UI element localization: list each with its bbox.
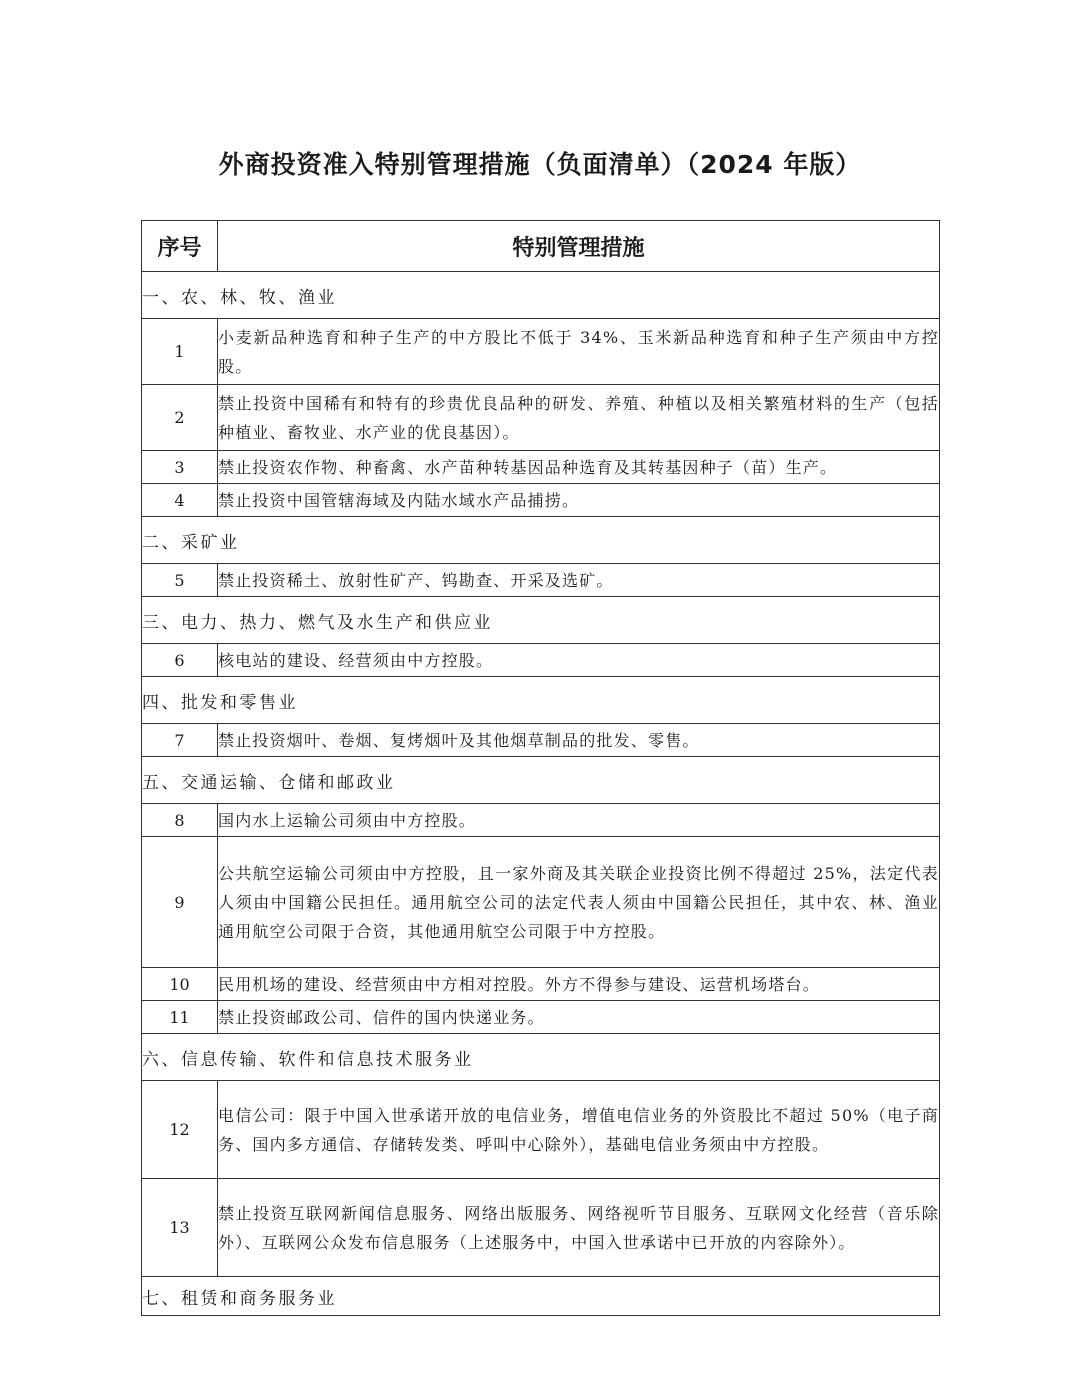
item-number: 1 xyxy=(142,319,218,385)
item-measure-text: 禁止投资农作物、种畜禽、水产苗种转基因品种选育及其转基因种子（苗）生产。 xyxy=(218,451,940,484)
section-row xyxy=(142,1034,940,1081)
item-measure-text: 禁止投资邮政公司、信件的国内快递业务。 xyxy=(218,1001,940,1034)
table-header-row xyxy=(142,221,940,272)
table-row xyxy=(142,1001,940,1034)
item-number: 7 xyxy=(142,724,218,757)
section-label: 一、农、林、牧、渔业 xyxy=(142,272,940,319)
header-measure: 特别管理措施 xyxy=(218,221,940,272)
item-number: 12 xyxy=(142,1081,218,1179)
item-number: 13 xyxy=(142,1179,218,1277)
section-row xyxy=(142,597,940,644)
item-measure-text: 国内水上运输公司须由中方控股。 xyxy=(218,804,940,837)
section-label: 六、信息传输、软件和信息技术服务业 xyxy=(142,1034,940,1081)
item-number: 8 xyxy=(142,804,218,837)
header-num: 序号 xyxy=(142,221,218,272)
table-row xyxy=(142,837,940,968)
table-row xyxy=(142,724,940,757)
item-number: 11 xyxy=(142,1001,218,1034)
item-measure-text: 禁止投资烟叶、卷烟、复烤烟叶及其他烟草制品的批发、零售。 xyxy=(218,724,940,757)
item-measure-text: 禁止投资稀土、放射性矿产、钨勘查、开采及选矿。 xyxy=(218,564,940,597)
item-number: 10 xyxy=(142,968,218,1001)
item-measure-text: 电信公司：限于中国入世承诺开放的电信业务，增值电信业务的外资股比不超过 50%（电子商务、国内多方通信、存储转发类、呼叫中心除外），基础电信业务须由中方控股。 xyxy=(218,1081,940,1179)
item-number: 6 xyxy=(142,644,218,677)
table-row xyxy=(142,1179,940,1277)
document-title: 外商投资准入特别管理措施（负面清单）（2024 年版） xyxy=(218,150,862,179)
section-row xyxy=(142,677,940,724)
item-number: 3 xyxy=(142,451,218,484)
item-number: 4 xyxy=(142,484,218,517)
table-row xyxy=(142,968,940,1001)
table-row xyxy=(142,484,940,517)
section-label: 二、采矿业 xyxy=(142,517,940,564)
section-label: 七、租赁和商务服务业 xyxy=(142,1277,940,1316)
section-label: 三、电力、热力、燃气及水生产和供应业 xyxy=(142,597,940,644)
item-number: 9 xyxy=(142,837,218,968)
negative-list-table xyxy=(141,220,940,1316)
item-number: 2 xyxy=(142,385,218,451)
section-row xyxy=(142,272,940,319)
item-measure-text: 民用机场的建设、经营须由中方相对控股。外方不得参与建设、运营机场塔台。 xyxy=(218,968,940,1001)
table-row xyxy=(142,644,940,677)
item-measure-text: 禁止投资互联网新闻信息服务、网络出版服务、网络视听节目服务、互联网文化经营（音乐除外）、互联网公众发布信息服务（上述服务中，中国入世承诺中已开放的内容除外）。 xyxy=(218,1179,940,1277)
section-label: 五、交通运输、仓储和邮政业 xyxy=(142,757,940,804)
item-measure-text: 公共航空运输公司须由中方控股，且一家外商及其关联企业投资比例不得超过 25%，法定代表人须由中国籍公民担任。通用航空公司的法定代表人须由中国籍公民担任，其中农、林、渔业通用航空公司限于合资，其他通用航空公司限于中方控股。 xyxy=(218,837,940,968)
section-row xyxy=(142,1277,940,1316)
table-row xyxy=(142,564,940,597)
table-row xyxy=(142,451,940,484)
section-row xyxy=(142,757,940,804)
item-measure-text: 小麦新品种选育和种子生产的中方股比不低于 34%、玉米新品种选育和种子生产须由中方控股。 xyxy=(218,319,940,385)
table-row xyxy=(142,1081,940,1179)
item-measure-text: 禁止投资中国管辖海域及内陆水域水产品捕捞。 xyxy=(218,484,940,517)
item-number: 5 xyxy=(142,564,218,597)
item-measure-text: 核电站的建设、经营须由中方控股。 xyxy=(218,644,940,677)
section-row xyxy=(142,517,940,564)
item-measure-text: 禁止投资中国稀有和特有的珍贵优良品种的研发、养殖、种植以及相关繁殖材料的生产（包括种植业、畜牧业、水产业的优良基因）。 xyxy=(218,385,940,451)
table-row xyxy=(142,385,940,451)
table-row xyxy=(142,319,940,385)
section-label: 四、批发和零售业 xyxy=(142,677,940,724)
table-row xyxy=(142,804,940,837)
